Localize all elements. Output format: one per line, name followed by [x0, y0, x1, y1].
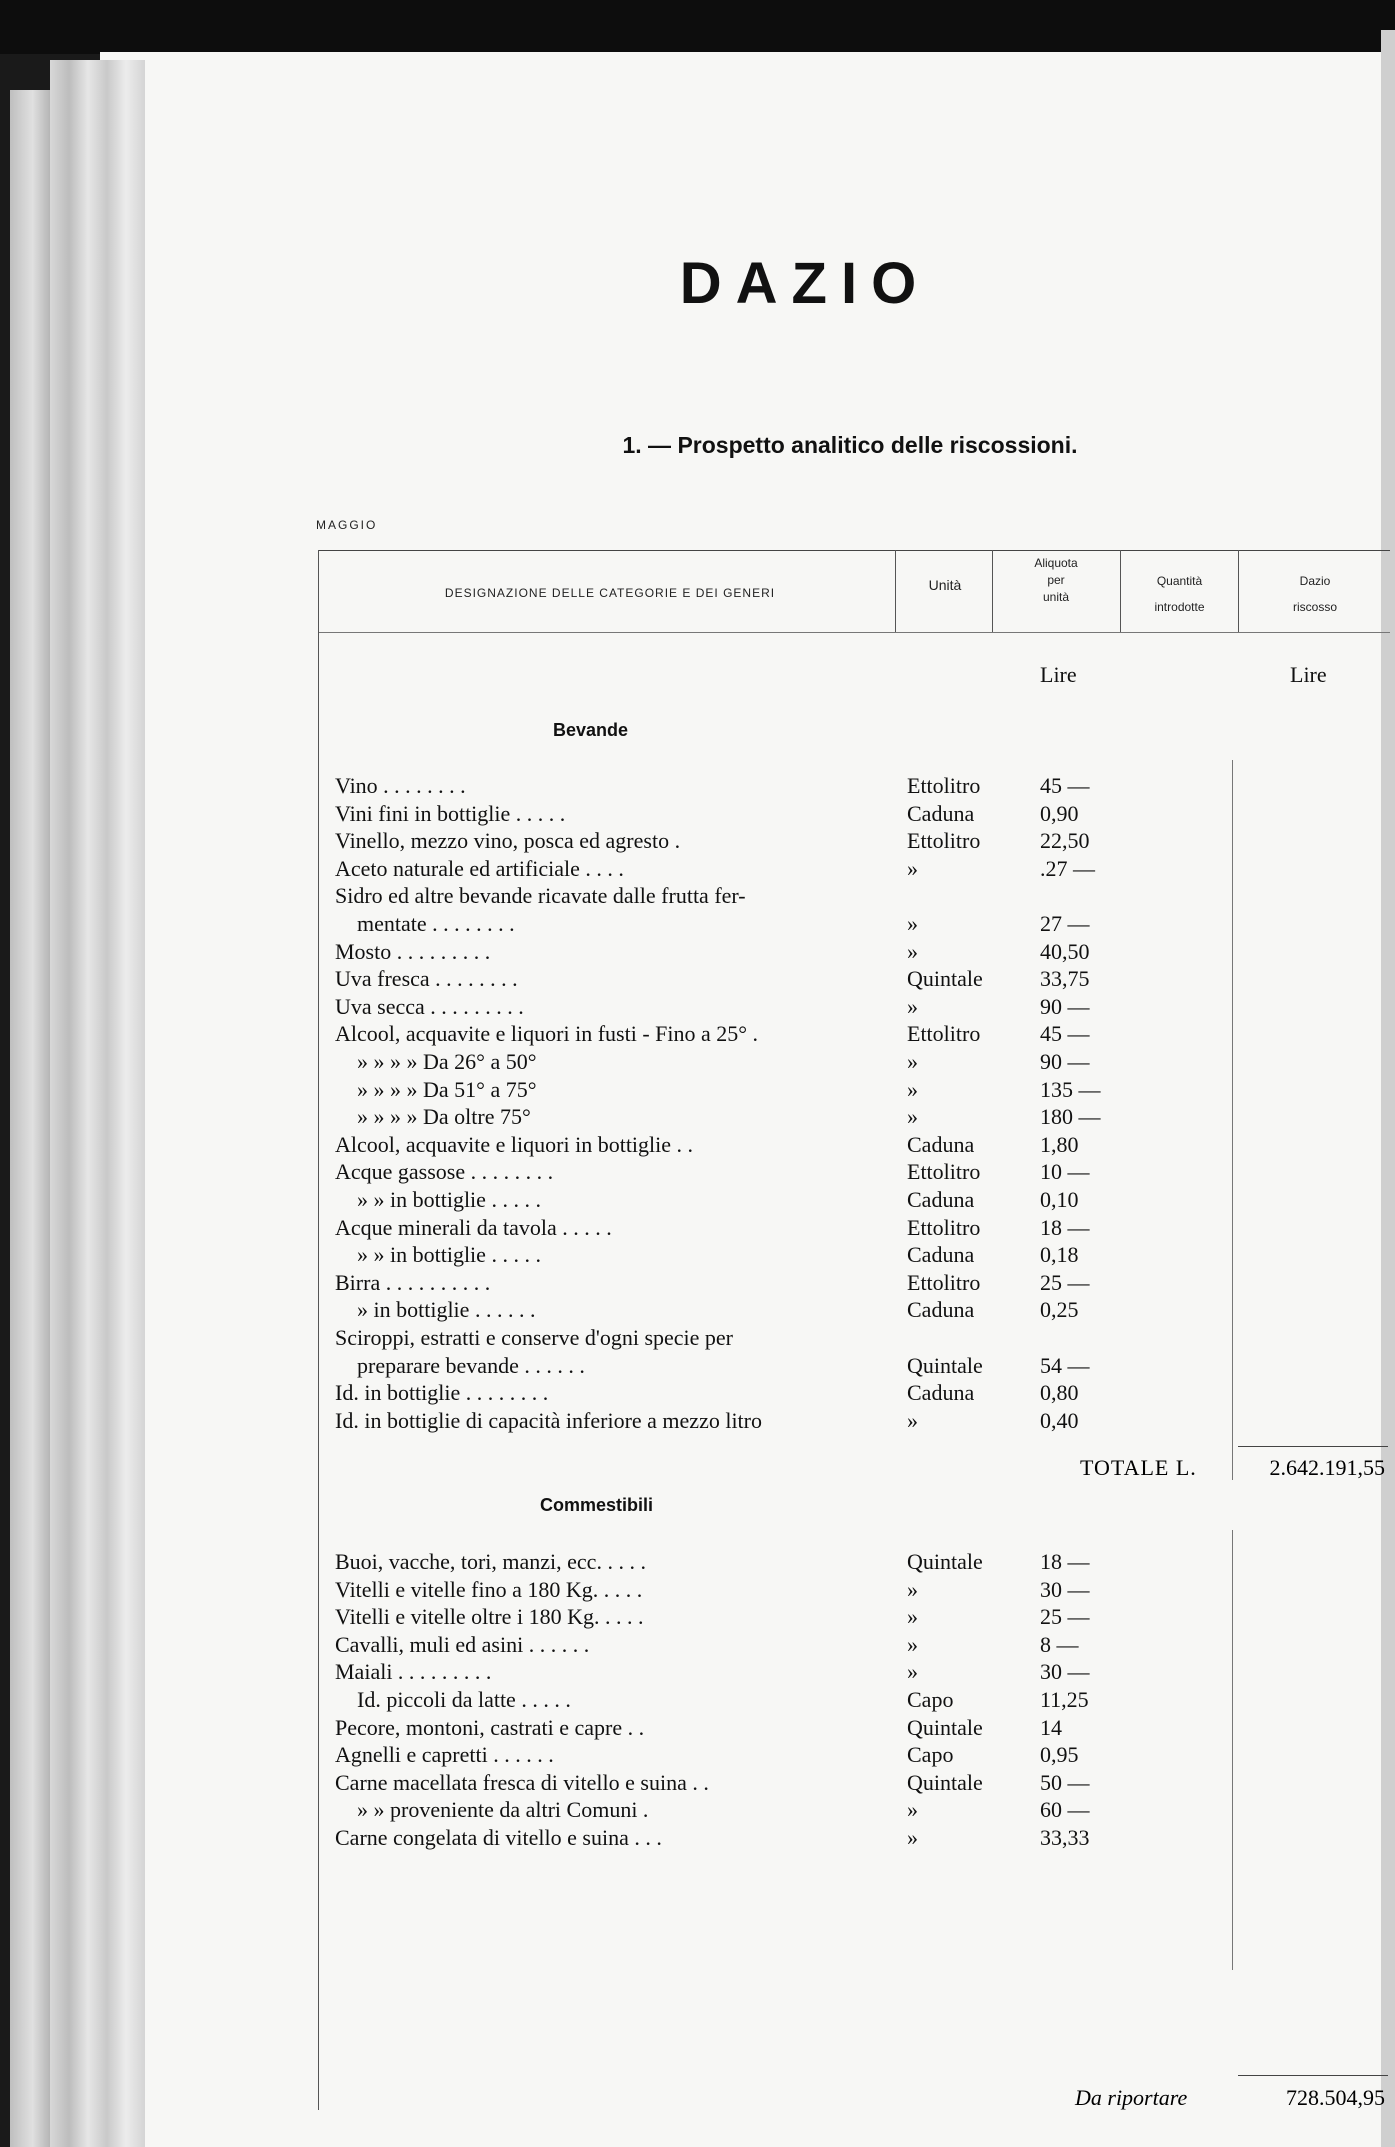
header-dazio-line2: riscosso	[1292, 600, 1337, 614]
row-unit: Ettolitro	[907, 1159, 981, 1185]
row-aliquota: 45 —	[1040, 1021, 1090, 1047]
unit-label-aliquota: Lire	[1040, 662, 1077, 687]
row-description: Sidro ed altre bevande ricavate dalle frutta fer-	[335, 883, 746, 909]
total-rule	[1238, 1446, 1388, 1447]
row-unit: »	[907, 1076, 918, 1102]
row-aliquota: 0,90	[1040, 800, 1079, 826]
row-unit: »	[907, 1407, 918, 1433]
row-unit: »	[907, 1659, 918, 1685]
row-description: Vino . . . . . . . .	[335, 773, 466, 798]
row-unit: »	[907, 1049, 918, 1074]
row-description: Vini fini in bottiglie . . . . .	[335, 800, 566, 826]
row-description: Vitelli e vitelle oltre i 180 Kg. . . . .	[335, 1604, 644, 1630]
row-description: » » proveniente da altri Comuni .	[357, 1797, 649, 1823]
row-aliquota: 90 —	[1040, 1049, 1090, 1074]
row-aliquota: 14	[1040, 1714, 1062, 1740]
row-description: » » in bottiglie . . . . .	[357, 1242, 541, 1268]
row-unit: Quintale	[907, 1352, 983, 1378]
header-designazione: DESIGNAZIONE DELLE CATEGORIE E DEI GENERI	[444, 586, 776, 600]
row-description: Uva fresca . . . . . . . .	[335, 966, 518, 992]
book-edge	[10, 90, 55, 2147]
row-unit: Ettolitro	[907, 1214, 981, 1240]
row-description: mentate . . . . . . . .	[357, 911, 515, 936]
col-rule-dazio	[1238, 550, 1239, 632]
row-unit: Quintale	[907, 1714, 983, 1740]
row-aliquota: 25 —	[1040, 1604, 1090, 1630]
row-aliquota: 11,25	[1040, 1687, 1089, 1712]
row-description: » in bottiglie . . . . . .	[357, 1297, 536, 1323]
row-aliquota: 33,33	[1040, 1825, 1090, 1850]
header-aliquota	[995, 555, 1117, 606]
row-aliquota: 8 —	[1040, 1631, 1079, 1657]
row-aliquota: 40,50	[1040, 938, 1090, 964]
row-description: » » » » Da 26° a 50°	[357, 1049, 537, 1074]
row-unit: »	[907, 1631, 918, 1657]
row-unit: Caduna	[907, 800, 975, 826]
col-rule-right-2	[1232, 1530, 1233, 1970]
row-aliquota: 135 —	[1040, 1076, 1101, 1102]
header-unita: Unità	[928, 577, 962, 593]
row-unit: Caduna	[907, 1187, 975, 1212]
row-description: Carne congelata di vitello e suina . . .	[335, 1825, 662, 1850]
row-description: Carne macellata fresca di vitello e suina . .	[335, 1769, 709, 1795]
row-unit: Quintale	[907, 1769, 983, 1795]
header-quantita-line2: introdotte	[1154, 600, 1205, 614]
header-dazio	[1240, 568, 1390, 620]
header-quantita	[1122, 568, 1237, 620]
month-label: MAGGIO	[316, 518, 378, 532]
row-unit: »	[907, 1576, 918, 1602]
row-aliquota: 90 —	[1040, 993, 1090, 1019]
row-unit: »	[907, 855, 918, 881]
row-unit: Capo	[907, 1742, 954, 1768]
row-description: Acque gassose . . . . . . . .	[335, 1159, 554, 1185]
row-aliquota: 30 —	[1040, 1576, 1090, 1602]
row-description: Mosto . . . . . . . . .	[335, 938, 491, 964]
row-unit: Caduna	[907, 1297, 975, 1323]
row-aliquota: 0,40	[1040, 1407, 1079, 1433]
col-rule-right	[1232, 760, 1233, 1480]
row-aliquota: 18 —	[1040, 1549, 1090, 1574]
row-description: preparare bevande . . . . . .	[357, 1352, 585, 1378]
row-unit: »	[907, 993, 918, 1019]
row-description: Pecore, montoni, castrati e capre . .	[335, 1714, 645, 1740]
section-heading-commestibili: Commestibili	[540, 1495, 654, 1515]
row-description: Agnelli e capretti . . . . . .	[335, 1742, 554, 1768]
row-unit: »	[907, 911, 918, 936]
header-dazio-line1: Dazio	[1299, 574, 1331, 588]
header-quantita-line1: Quantità	[1156, 574, 1203, 588]
row-unit: »	[907, 938, 918, 964]
page-title: DAZIO	[679, 251, 931, 316]
row-aliquota: 10 —	[1040, 1159, 1090, 1185]
row-description: Maiali . . . . . . . . .	[335, 1659, 492, 1685]
row-aliquota: .27 —	[1040, 855, 1095, 881]
row-description: Id. in bottiglie . . . . . . . .	[335, 1380, 549, 1406]
riportare-rule	[1238, 2075, 1388, 2076]
row-description: » » in bottiglie . . . . .	[357, 1187, 541, 1212]
row-aliquota: 50 —	[1040, 1769, 1090, 1795]
row-description: Aceto naturale ed artificiale . . . .	[335, 855, 624, 881]
row-description: Buoi, vacche, tori, manzi, ecc. . . . .	[335, 1549, 646, 1574]
scan-top-border	[0, 0, 1395, 54]
table-top-rule	[318, 550, 1390, 551]
row-description: Vitelli e vitelle fino a 180 Kg. . . . .	[335, 1576, 643, 1602]
header-aliquota-line2: per	[1047, 573, 1065, 587]
book-gutter	[50, 60, 145, 2147]
row-aliquota: 22,50	[1040, 828, 1090, 854]
row-aliquota: 25 —	[1040, 1269, 1090, 1295]
totale-value: 2.642.191,55	[1269, 1455, 1385, 1480]
row-description: Alcool, acquavite e liquori in fusti - Fino a 25° .	[335, 1021, 759, 1047]
row-unit: Ettolitro	[907, 1021, 981, 1047]
row-aliquota: 0,80	[1040, 1380, 1079, 1406]
row-unit: Ettolitro	[907, 1269, 981, 1295]
row-unit: Caduna	[907, 1242, 975, 1268]
row-description: Birra . . . . . . . . . .	[335, 1269, 491, 1295]
col-rule-unita	[895, 550, 896, 632]
row-description: Vinello, mezzo vino, posca ed agresto .	[335, 828, 681, 854]
row-unit: »	[907, 1825, 918, 1850]
row-unit: Caduna	[907, 1380, 975, 1406]
scan-right-edge	[1381, 30, 1395, 2147]
header-aliquota-line1: Aliquota	[1034, 556, 1078, 570]
row-aliquota: 1,80	[1040, 1131, 1079, 1157]
row-unit: Quintale	[907, 1549, 983, 1574]
row-unit: Caduna	[907, 1131, 975, 1157]
riportare-value: 728.504,95	[1286, 2085, 1385, 2110]
totale-label: TOTALE L.	[1080, 1455, 1197, 1480]
row-unit: »	[907, 1604, 918, 1630]
row-aliquota: 60 —	[1040, 1797, 1090, 1823]
col-rule-quantita	[1120, 550, 1121, 632]
row-aliquota: 0,10	[1040, 1187, 1079, 1212]
row-aliquota: 0,95	[1040, 1742, 1079, 1768]
row-aliquota: 33,75	[1040, 966, 1090, 992]
row-aliquota: 0,18	[1040, 1242, 1079, 1268]
col-rule-aliquota	[992, 550, 993, 632]
section-heading-bevande: Bevande	[553, 720, 629, 740]
row-unit: »	[907, 1104, 918, 1130]
row-aliquota: 0,25	[1040, 1297, 1079, 1323]
header-bottom-rule	[318, 632, 1390, 633]
row-aliquota: 30 —	[1040, 1659, 1090, 1685]
row-unit: Ettolitro	[907, 828, 981, 854]
row-aliquota: 27 —	[1040, 911, 1090, 936]
row-description: » » » » Da oltre 75°	[357, 1104, 531, 1130]
row-description: Sciroppi, estratti e conserve d'ogni specie per	[335, 1325, 733, 1350]
row-unit: Ettolitro	[907, 773, 981, 798]
row-description: Alcool, acquavite e liquori in bottiglie . .	[335, 1131, 694, 1157]
unit-label-dazio: Lire	[1290, 662, 1327, 687]
page-subtitle: 1. — Prospetto analitico delle riscossioni.	[622, 432, 1078, 458]
row-aliquota: 45 —	[1040, 773, 1090, 798]
row-description: Cavalli, muli ed asini . . . . . .	[335, 1631, 590, 1657]
row-description: Id. in bottiglie di capacità inferiore a mezzo litro	[335, 1407, 762, 1433]
row-aliquota: 18 —	[1040, 1214, 1090, 1240]
row-unit: Quintale	[907, 966, 983, 992]
row-description: » » » » Da 51° a 75°	[357, 1076, 537, 1102]
row-aliquota: 180 —	[1040, 1104, 1101, 1130]
row-description: Id. piccoli da latte . . . . .	[357, 1687, 571, 1712]
row-description: Uva secca . . . . . . . . .	[335, 993, 524, 1019]
header-aliquota-line3: unità	[1042, 590, 1070, 604]
row-unit: Capo	[907, 1687, 954, 1712]
riportare-label: Da riportare	[1075, 2085, 1188, 2110]
row-description: Acque minerali da tavola . . . . .	[335, 1214, 612, 1240]
row-unit: »	[907, 1797, 918, 1823]
table-left-rule	[318, 550, 319, 2110]
row-aliquota: 54 —	[1040, 1352, 1090, 1378]
